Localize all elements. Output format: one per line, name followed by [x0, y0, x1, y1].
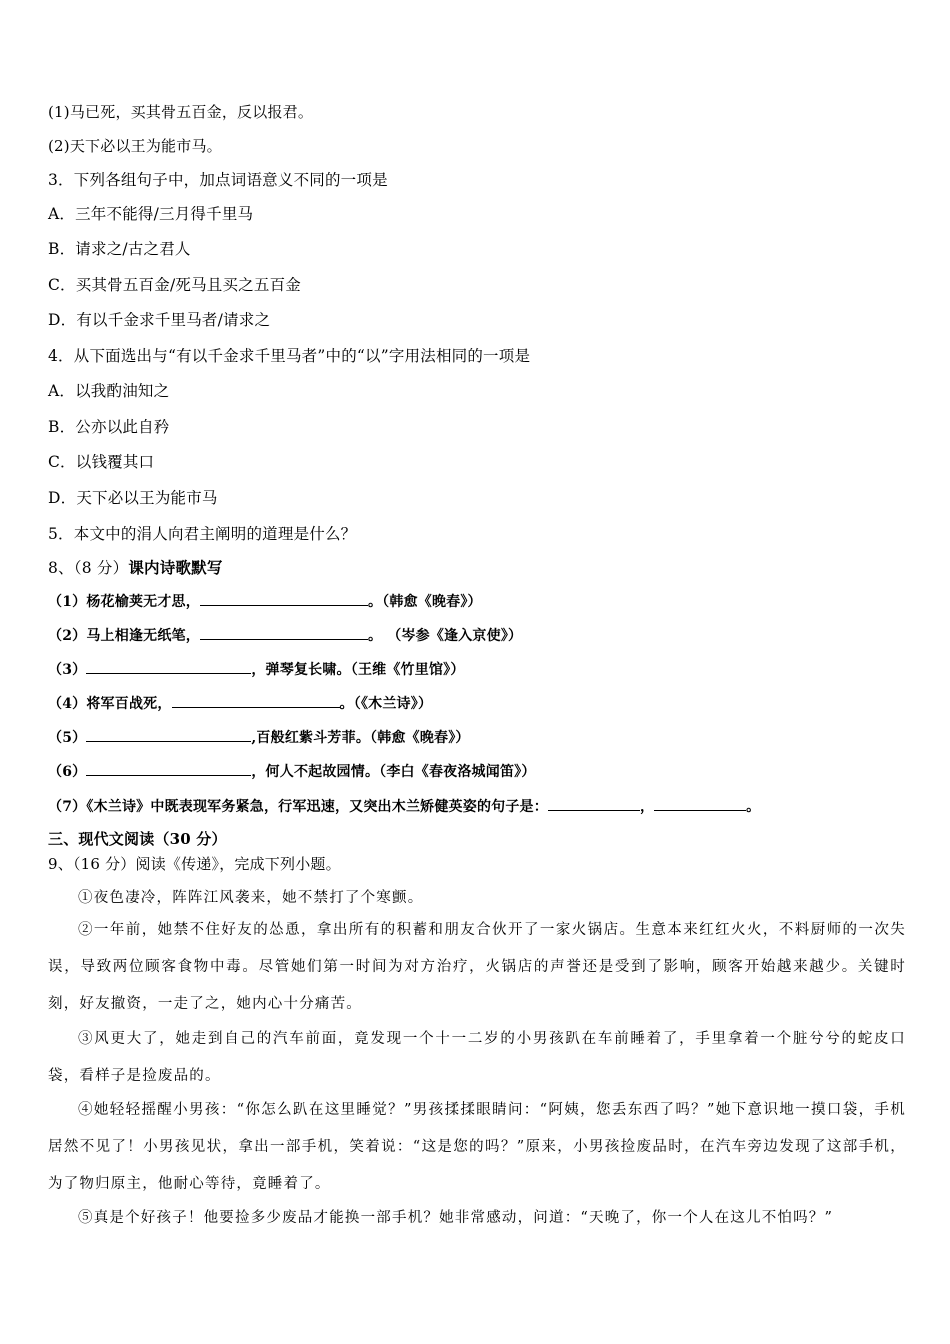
paragraph-5: ⑤真是个好孩子！他要捡多少废品才能换一部手机？她非常感动，问道：“天晚了，你一个人在这儿不怕吗？”: [78, 1210, 834, 1226]
poem-2-prompt: （2）马上相逢无纸笔，: [48, 628, 200, 644]
fill-blank-1[interactable]: [200, 591, 368, 606]
question-8: [48, 558, 223, 578]
option-3a: A．三年不能得/三月得千里马: [48, 205, 254, 223]
fill-blank-5[interactable]: [86, 727, 251, 742]
question-8-number: 8、（8 分）: [48, 559, 129, 577]
poem-1-source: 。（韩愈《晚春》）: [367, 594, 482, 610]
poem-7-sep: ，: [639, 799, 655, 815]
paragraph-1: ①夜色凄冷，阵阵江风袭来，她不禁打了个寒颤。: [78, 890, 424, 906]
poem-item-5: [48, 727, 470, 748]
poem-7-prompt: （7）《木兰诗》中既表现军务紧急，行军迅速，又突出木兰矫健英姿的句子是：: [48, 799, 548, 815]
poem-item-4: [48, 693, 432, 714]
poem-item-7: [48, 796, 760, 817]
question-9: 9、（16 分）阅读《传递》，完成下列小题。: [48, 855, 341, 873]
question-8-title: 课内诗歌默写: [128, 558, 223, 577]
poem-item-3: [48, 659, 465, 680]
paragraph-4: ④她轻轻摇醒小男孩：“你怎么趴在这里睡觉？”男孩揉揉眼睛问：“阿姨，您丢东西了吗？”她下意识地一摸口袋，手机居然不见了！小男孩见状，拿出一部手机，笑着说：“这是您的吗？”原来，小男孩捡废品时，在汽车旁边发现了这部手机，为了物归原主，他耐心等待，竟睡着了。: [48, 1102, 906, 1192]
fill-blank-7a[interactable]: [548, 796, 640, 811]
poem-1-prompt: （1）杨花榆荚无才思，: [48, 594, 200, 610]
poem-5-prefix: （5）: [48, 730, 87, 746]
poem-item-2: [48, 625, 522, 646]
poem-4-source: 。（《木兰诗》）: [339, 696, 433, 712]
option-3b: B．请求之/古之君人: [48, 240, 191, 258]
fill-blank-4[interactable]: [172, 693, 340, 708]
option-4d: D．天下必以王为能市马: [48, 489, 218, 507]
option-4b: B．公亦以此自矜: [48, 418, 170, 436]
poem-7-end: 。: [746, 799, 761, 815]
question-3: 3．下列各组句子中，加点词语意义不同的一项是: [48, 171, 388, 189]
section-heading-3: 三、现代文阅读（30 分）: [48, 830, 227, 848]
option-3d: D．有以千金求千里马者/请求之: [48, 311, 271, 329]
paragraph-2: ②一年前，她禁不住好友的怂恿，拿出所有的积蓄和朋友合伙开了一家火锅店。生意本来红红火火，不料厨师的一次失误，导致两位顾客食物中毒。尽管她们第一时间为对方治疗，火锅店的声誉还是受到了影响，顾客开始越来越少。关键时刻，好友撤资，一走了之，她内心十分痛苦。: [48, 922, 906, 1012]
fill-blank-2[interactable]: [200, 625, 368, 640]
fill-blank-7b[interactable]: [654, 796, 746, 811]
poem-4-prompt: （4）将军百战死，: [48, 696, 172, 712]
poem-3-prefix: （3）: [48, 662, 87, 678]
poem-item-1: [48, 591, 482, 612]
fill-blank-6[interactable]: [86, 761, 251, 776]
poem-6-source: ，何人不起故园情。（李白《春夜洛城闻笛》）: [251, 764, 536, 780]
option-4c: C．以钱覆其口: [48, 453, 155, 471]
poem-6-prefix: （6）: [48, 764, 87, 780]
option-3c: C．买其骨五百金/死马且买之五百金: [48, 276, 301, 294]
paragraph-3: ③风更大了，她走到自己的汽车前面，竟发现一个十一二岁的小男孩趴在车前睡着了，手里拿着一个脏兮兮的蛇皮口袋，看样子是捡废品的。: [48, 1031, 906, 1084]
poem-2-source: 。 （岑参《逢入京使》）: [367, 628, 523, 644]
poem-5-source: ,百般红紫斗芳菲。（韩愈《晚春》）: [251, 730, 470, 746]
question-5: 5．本文中的涓人向君主阐明的道理是什么？: [48, 525, 357, 543]
fill-blank-3[interactable]: [86, 659, 251, 674]
poem-3-source: ，弹琴复长啸。（王维《竹里馆》）: [251, 662, 465, 678]
question-4: 4．从下面选出与“有以千金求千里马者”中的“以”字用法相同的一项是: [48, 347, 531, 365]
poem-item-6: [48, 761, 536, 782]
option-4a: A．以我酌油知之: [48, 382, 170, 400]
line-answer-2: (2)天下必以王为能市马。: [48, 137, 222, 155]
line-answer-1: (1)马已死，买其骨五百金，反以报君。: [48, 103, 314, 121]
